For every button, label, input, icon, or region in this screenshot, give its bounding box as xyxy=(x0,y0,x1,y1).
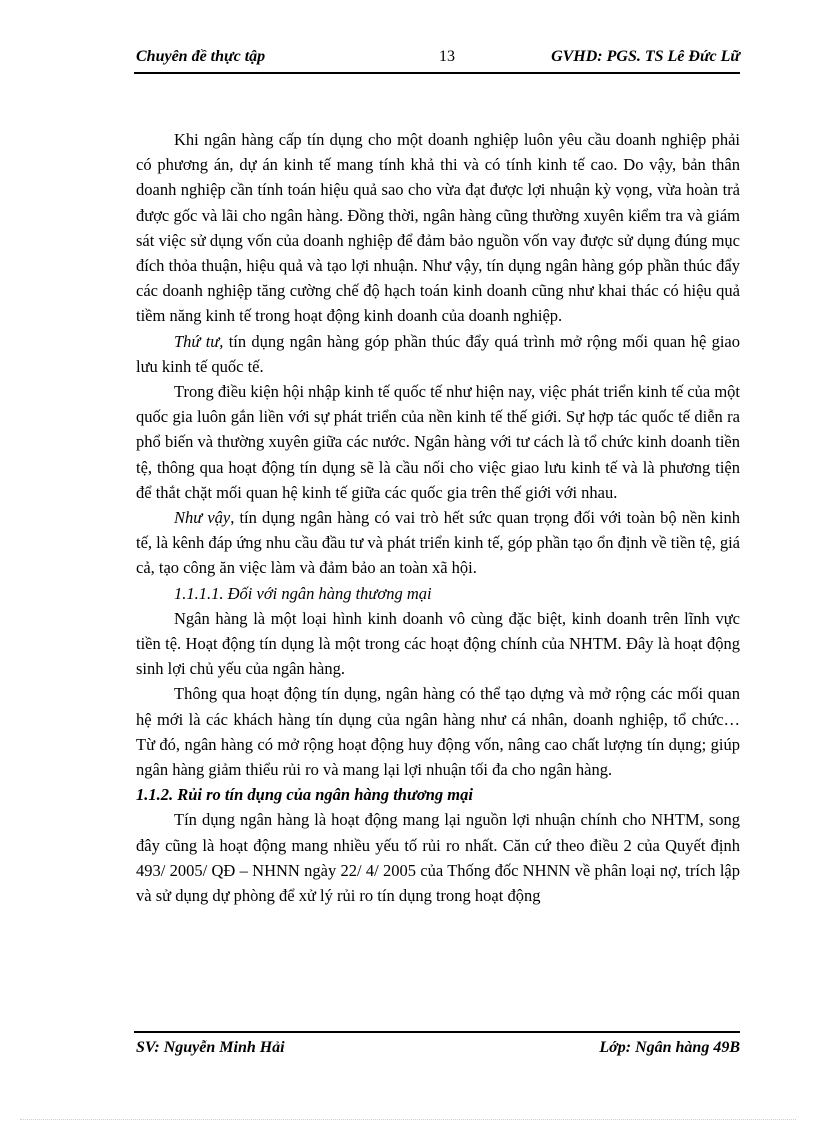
header-rule xyxy=(134,72,740,74)
paragraph-bank-business: Ngân hàng là một loại hình kinh doanh vô cùng đặc biệt, kinh doanh trên lĩnh vực tiền tệ. Hoạt động tín dụng là một trong các hoạt động chính của NHTM. Đây là hoạt động sinh lợi chủ yếu của ngân hàng. xyxy=(136,608,740,679)
paragraph-customer-relations: Thông qua hoạt động tín dụng, ngân hàng có thể tạo dựng và mở rộng các mối quan hệ mới là các khách hàng tín dụng của ngân hàng như cá nhân, doanh nghiệp, tổ chức… Từ đó, ngân hàng có mở rộng hoạt động huy động vốn, nâng cao chất lượng tín dụng; giúp ngân hàng giảm thiểu rủi ro và mang lại lợi nhuận tối đa cho ngân hàng. xyxy=(136,684,740,780)
sub-heading-commercial-banks: 1.1.1.1. Đối với ngân hàng thương mại xyxy=(174,583,432,603)
paragraph-lead-phrase: Thứ tư, xyxy=(174,331,224,351)
paragraph-fourth-role xyxy=(136,329,740,379)
paragraph-conclusion xyxy=(136,505,740,581)
page-edge-divider xyxy=(20,1119,796,1121)
body-content xyxy=(136,127,740,908)
paragraph-text: tín dụng ngân hàng góp phần thúc đẩy quá trình mở rộng mối quan hệ giao lưu kinh tế quốc tế. xyxy=(136,331,740,376)
header-supervisor: GVHD: PGS. TS Lê Đức Lữ xyxy=(551,48,740,65)
paragraph-text: , tín dụng ngân hàng có vai trò hết sức quan trọng đối với toàn bộ nền kinh tế, là kênh đáp ứng nhu cầu đầu tư và phát triển kinh tế, góp phần tạo ổn định về tiền tệ, giá cả, tạo công ăn việc làm và đảm bảo an toàn xã hội. xyxy=(136,508,740,578)
footer-class-name: Lớp: Ngân hàng 49B xyxy=(599,1039,740,1056)
page-header xyxy=(136,48,740,70)
footer-student-name: SV: Nguyễn Minh Hải xyxy=(136,1039,285,1056)
paragraph-international-integration: Trong điều kiện hội nhập kinh tế quốc tế như hiện nay, việc phát triển kinh tế của một quốc gia luôn gắn liền với sự phát triển của nền kinh tế thế giới. Sự hợp tác quốc tế diễn ra phổ biến và thường xuyên giữa các nước. Ngân hàng với tư cách là tổ chức kinh doanh tiền tệ, thông qua hoạt động tín dụng sẽ là cầu nối cho việc giao lưu kinh tế và là phương tiện để thắt chặt mối quan hệ kinh tế giữa các quốc gia trên thế giới với nhau. xyxy=(136,382,740,502)
footer-rule xyxy=(134,1031,740,1033)
section-heading-credit-risk: 1.1.2. Rủi ro tín dụng của ngân hàng thương mại xyxy=(136,785,473,805)
paragraph-lead-phrase: Như vậy xyxy=(174,508,231,528)
page-footer xyxy=(136,1039,740,1061)
header-page-number: 13 xyxy=(439,48,455,65)
paragraph-credit-risk: Tín dụng ngân hàng là hoạt động mang lại nguồn lợi nhuận chính cho NHTM, song đây cũng là hoạt động mang nhiều yếu tố rủi ro nhất. Căn cứ theo điều 2 của Quyết định 493/ 2005/ QĐ – NHNN ngày 22/ 4/ 2005 của Thống đốc NHNN về phân loại nợ, trích lập và sử dụng dự phòng để xử lý rủi ro tín dụng trong hoạt động xyxy=(136,810,740,906)
header-document-type: Chuyên đề thực tập xyxy=(136,48,266,65)
paragraph-business-credit: Khi ngân hàng cấp tín dụng cho một doanh nghiệp luôn yêu cầu doanh nghiệp phải có phương án, dự án kinh tế mang tính khả thi và có tính kinh tế cao. Do vậy, bản thân doanh nghiệp cần tính toán hiệu quả sao cho vừa đạt được lợi nhuận kỳ vọng, vừa hoàn trả được gốc và lãi cho ngân hàng. Đồng thời, ngân hàng cũng thường xuyên kiểm tra và giám sát việc sử dụng vốn của doanh nghiệp để đảm bảo nguồn vốn vay được sử dụng đúng mục đích thỏa thuận, hiệu quả và tạo lợi nhuận. Như vậy, tín dụng ngân hàng góp phần thúc đẩy các doanh nghiệp tăng cường chế độ hạch toán kinh doanh cũng như khai thác có hiệu quả tiềm năng kinh tế trong hoạt động kinh doanh của doanh nghiệp. xyxy=(136,130,740,326)
